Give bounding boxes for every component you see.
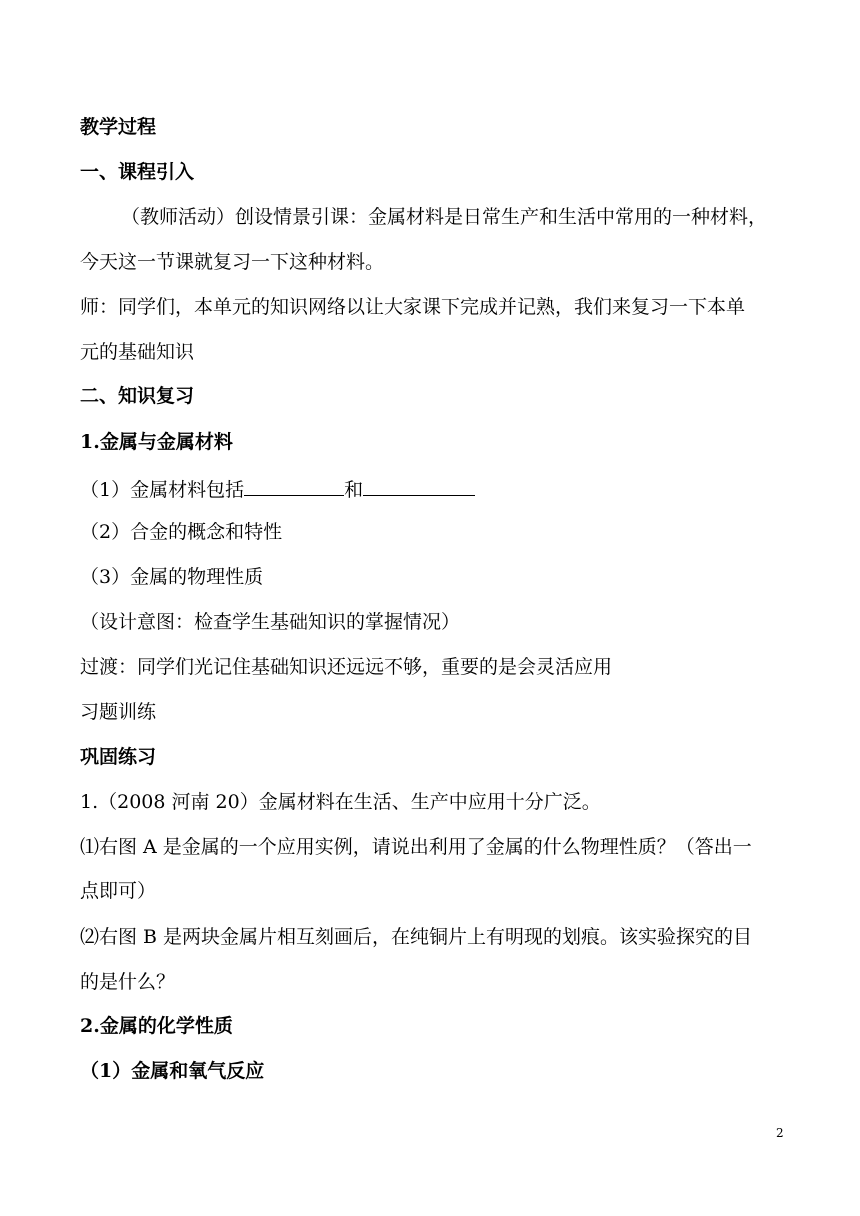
heading-teaching-process: 教学过程 [80,116,157,138]
topic2-item1: （1）金属和氧气反应 [80,1060,265,1082]
question1-line: 1.（2008 河南 20）金属材料在生活、生产中应用十分广泛。 [80,791,601,813]
item3-line: （3）金属的物理性质 [80,566,264,588]
page-number: 2 [776,1126,784,1140]
topic1-title: 1.金属与金属材料 [80,431,233,453]
question1-part2-line1: ⑵右图 B 是两块金属片相互刻画后，在纯铜片上有明现的划痕。该实验探究的目 [80,926,753,948]
teacher-paragraph-line1: 师：同学们，本单元的知识网络以让大家课下完成并记熟，我们来复习一下本单 [80,296,746,318]
item1-prefix: （1）金属材料包括 [80,479,245,501]
topic2-title: 2.金属的化学性质 [80,1015,233,1037]
intro-paragraph-line1: （教师活动）创设情景引课：金属材料是日常生产和生活中常用的一种材料， [121,206,768,228]
question1-part1-line1: ⑴右图 A 是金属的一个应用实例，请说出利用了金属的什么物理性质？（答出一 [80,836,752,858]
consolidation-title: 巩固练习 [80,746,157,768]
section2-title: 二、知识复习 [80,385,195,407]
question1-part2-line2: 的是什么？ [80,971,176,993]
question1-part1-line2: 点即可） [80,880,157,902]
design-intent-line: （设计意图：检查学生基础知识的掌握情况） [80,611,461,633]
teacher-paragraph-line2: 元的基础知识 [80,341,195,363]
fill-in-blank-1 [244,475,344,496]
fill-in-blank-2 [363,475,475,496]
item2-line: （2）合金的概念和特性 [80,521,283,543]
intro-paragraph-line2: 今天这一节课就复习一下这种材料。 [80,251,385,273]
section1-title: 一、课程引入 [80,161,195,183]
item1-mid: 和 [344,479,364,501]
item1-line [80,475,475,502]
exercise-training-line: 习题训练 [80,701,157,723]
transition-line: 过渡：同学们光记住基础知识还远远不够，重要的是会灵活应用 [80,656,613,678]
